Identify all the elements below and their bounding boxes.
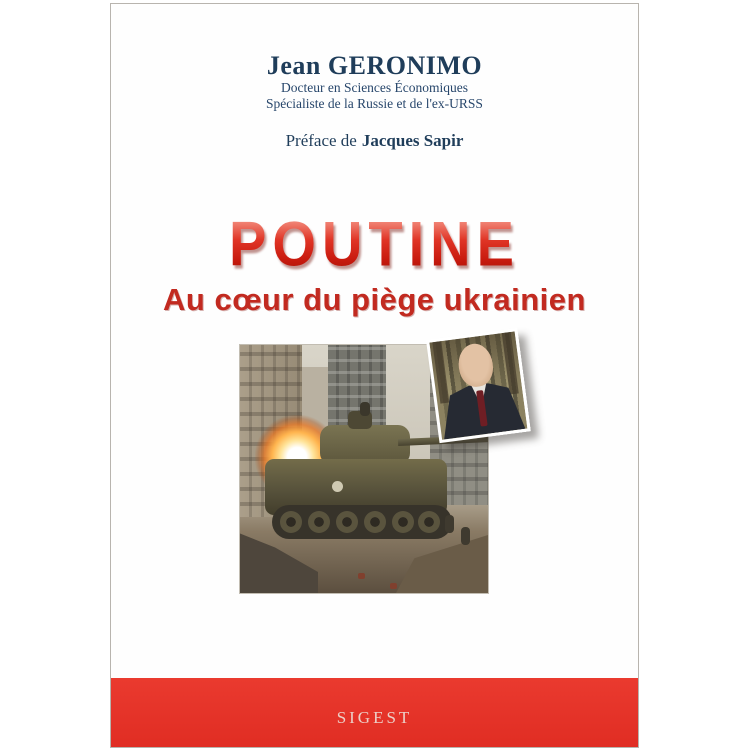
- preface-line: [111, 131, 638, 151]
- tree-trunk-icon: [502, 332, 519, 395]
- publisher-band: [111, 678, 638, 748]
- book-subtitle: Au cœur du piège ukrainien: [163, 282, 586, 317]
- tank-emblem-icon: [332, 481, 343, 492]
- soldier-icon: [445, 515, 454, 533]
- putin-portrait: [426, 328, 531, 443]
- debris-icon: [358, 573, 365, 579]
- tank-wheel-icon: [280, 511, 302, 533]
- tank-wheel-icon: [336, 511, 358, 533]
- tank-commander-icon: [360, 402, 370, 416]
- preface-author: Jacques Sapir: [361, 131, 464, 150]
- author-block: [111, 52, 638, 151]
- publisher-name: SIGEST: [336, 708, 413, 727]
- preface-prefix: Préface de: [285, 131, 357, 150]
- book-title: POUTINE: [229, 208, 520, 279]
- portrait-face-icon: [456, 342, 495, 389]
- author-credential-2: Spécialiste de la Russie et de l'ex-URSS: [266, 96, 483, 111]
- author-credential-1: Docteur en Sciences Économiques: [280, 80, 469, 95]
- tank-wheel-icon: [418, 511, 440, 533]
- debris-icon: [390, 583, 397, 589]
- tank-wheel-icon: [392, 511, 414, 533]
- title-wrap: [111, 208, 638, 279]
- tank-wheel-icon: [364, 511, 386, 533]
- book-cover: [110, 3, 639, 748]
- soldier-icon: [461, 527, 470, 545]
- rubble-right-icon: [396, 535, 488, 593]
- author-name: Jean GERONIMO: [266, 51, 483, 80]
- tree-trunk-icon: [432, 341, 449, 404]
- tank-wheel-icon: [308, 511, 330, 533]
